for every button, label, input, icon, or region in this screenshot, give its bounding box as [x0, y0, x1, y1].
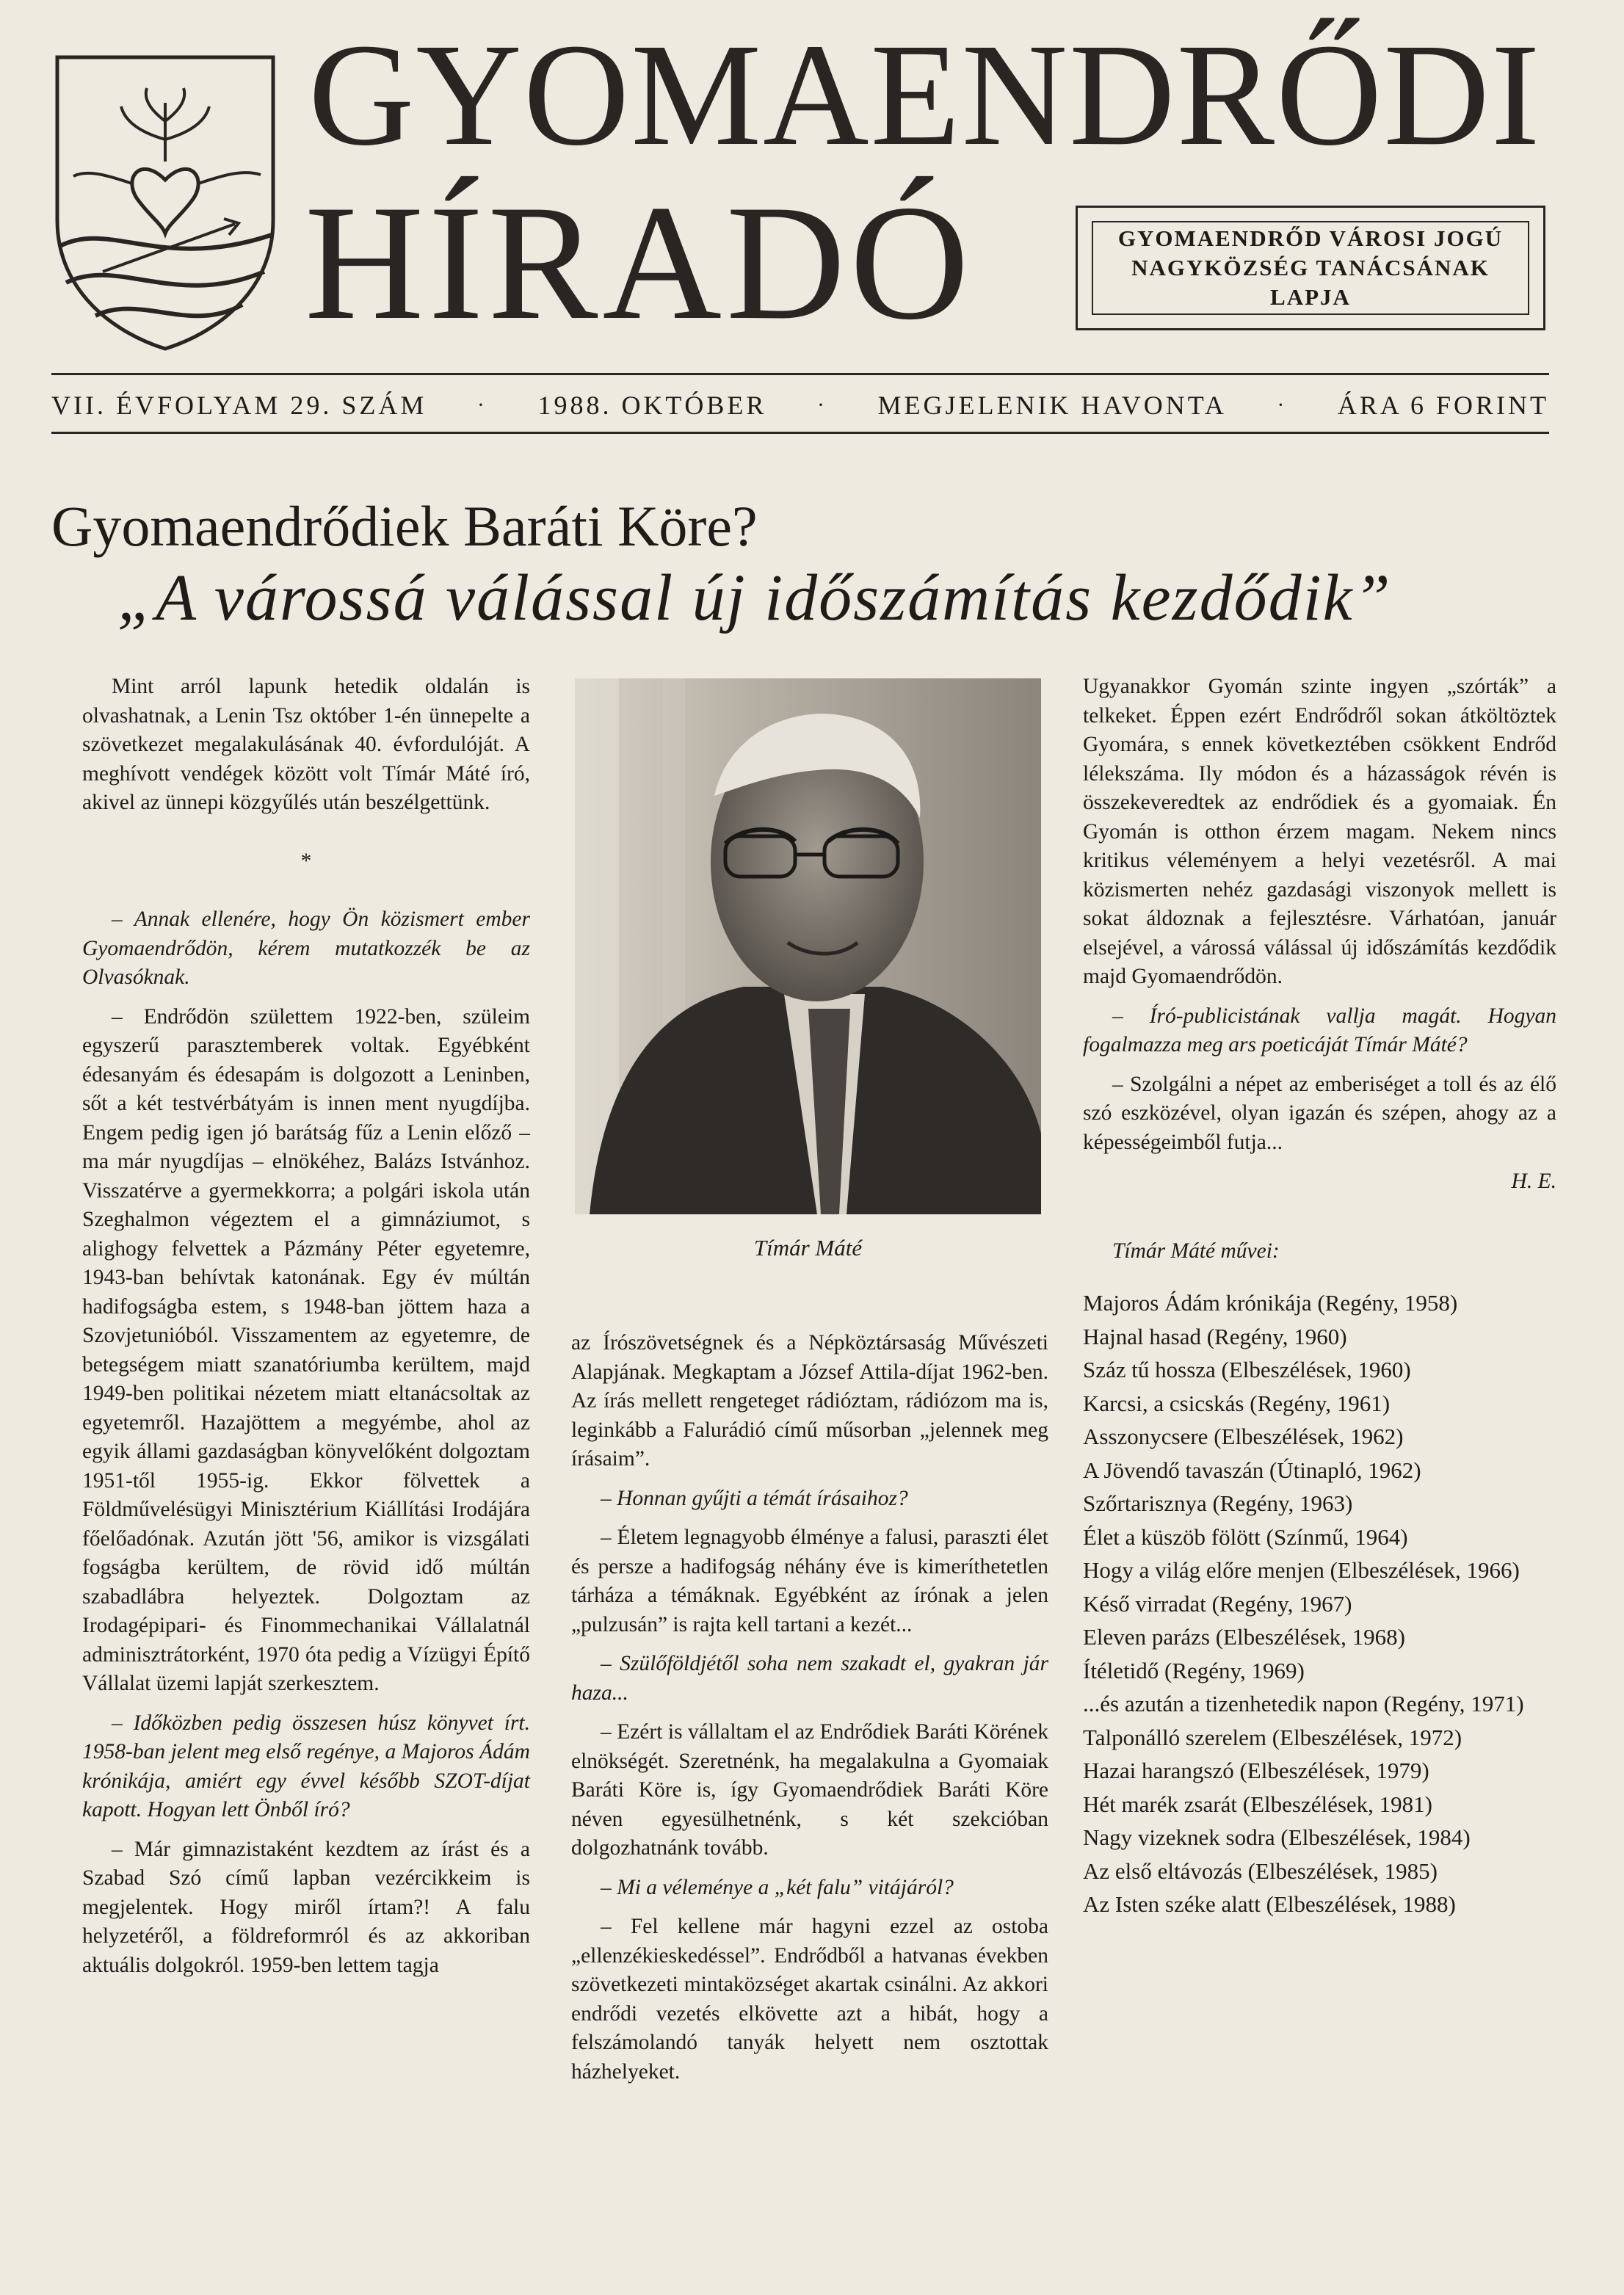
article-column-1	[82, 672, 530, 1990]
publisher-line: LAPJA	[1270, 284, 1351, 310]
publisher-line: GYOMAENDRŐD VÁROSI JOGÚ	[1117, 225, 1504, 251]
portrait-photo	[575, 678, 1041, 1214]
question: – Író-publicistának vallja magát. Hogyan fogalmazza meg ars poeticáját Tímár Máté?	[1083, 1004, 1556, 1056]
issue-bar	[51, 383, 1549, 427]
bottom-rule	[51, 432, 1549, 434]
list-item: Hajnal hasad (Regény, 1960)	[1083, 1323, 1347, 1349]
question: – Honnan gyűjti a témát írásaihoz?	[601, 1486, 908, 1510]
issue-date: 1988. OKTÓBER	[537, 391, 767, 420]
list-item: Az első eltávozás (Elbeszélések, 1985)	[1083, 1857, 1438, 1884]
list-item: Ítéletidő (Regény, 1969)	[1083, 1657, 1305, 1683]
photo-caption: Tímár Máté	[753, 1235, 863, 1261]
list-item: Késő virradat (Regény, 1967)	[1083, 1590, 1352, 1617]
list-item: Asszonycsere (Elbeszélések, 1962)	[1083, 1424, 1404, 1449]
question: – Annak ellenére, hogy Ön közismert ember Gyomaendrődön, kérem mutatkozzék be az Olvasóknak.	[82, 907, 530, 989]
list-item: Száz tű hossza (Elbeszélések, 1960)	[1083, 1357, 1411, 1382]
list-item: Hogy a világ előre menjen (Elbeszélések, 1966)	[1083, 1557, 1520, 1583]
article-subheadline: „A várossá válással új időszámítás kezdődik”	[117, 562, 1392, 634]
author-signature: H. E.	[1511, 1170, 1556, 1193]
separator: ·	[1277, 393, 1288, 417]
paragraph: – Már gimnazistaként kezdtem az írást és a Szabad Szó című lapban vezércikkeim is megjelentek. Hogy miről írtam?! A falu helyzetéről, a földreformról és az akkoriban aktuális dolgokról. 1959-ben lettem tagja	[82, 1837, 530, 1977]
top-rule	[51, 373, 1549, 375]
publisher-line: NAGYKÖZSÉG TANÁCSÁNAK	[1131, 255, 1490, 280]
works-title: Tímár Máté művei:	[1112, 1239, 1280, 1263]
question: – Szülőföldjétől soha nem szakadt el, gyakran jár haza...	[571, 1652, 1048, 1705]
article-headline: Gyomaendrődiek Baráti Köre?	[51, 494, 758, 558]
paragraph: Ugyanakkor Gyomán szinte ingyen „szórták” a telkeket. Éppen ezért Endrődről sokan átköltöztek Gyomára, s ennek következtében csökkent Endrőd lélekszáma. Ily módon és a házasságok révén is összekeveredtek az endrődiek és a gyomaiak. Én Gyomán is otthon érzem magam. Nekem nincs kritikus véleményem a helyi vezetésről. A mai közismerten nehéz gazdasági viszonyok mellett is sokat áldoznak a fejlesztésre. Várhatóan, január elsejével, a várossá válással új időszámítás kezdődik majd Gyomaendrődön.	[1083, 675, 1556, 988]
paragraph: – Életem legnagyobb élménye a falusi, paraszti élet és persze a hadifogság néhány éve is kimeríthetetlen tárháza a témáknak. Egyébként az írónak a jelen „pulzusán” is rajta kell tartani a kezét...	[571, 1526, 1048, 1636]
list-item: Eleven parázs (Elbeszélések, 1968)	[1083, 1624, 1405, 1650]
list-item: Élet a küszöb fölött (Színmű, 1964)	[1083, 1523, 1408, 1550]
issue-price: ÁRA 6 FORINT	[1337, 391, 1549, 420]
separator: ·	[476, 393, 487, 417]
issue-frequency: MEGJELENIK HAVONTA	[877, 391, 1227, 420]
list-item: A Jövendő tavaszán (Útinapló, 1962)	[1083, 1457, 1421, 1483]
paragraph: – Ezért is vállaltam el az Endrődiek Baráti Körének elnökségét. Szeretnénk, ha megalakulna a Gyomaiak Baráti Köre is, így Gyomaendrődiek Baráti Köre néven egyesülhetnénk, s két szekcióban dolgozhatnánk tovább.	[571, 1720, 1048, 1860]
town-crest-icon	[51, 51, 279, 352]
list-item: Az Isten széke alatt (Elbeszélések, 1988)	[1083, 1891, 1456, 1917]
paragraph: – Endrődön születtem 1922-ben, szüleim egyszerű parasztemberek voltak. Egyébként édesanyám és édesapám is dolgozott a Leninben, sőt a két testvérbátyám is innen ment nyugdíjba. Engem pedig igen jó barátság fűz a Lenin előző – ma már nyugdíjas – elnökéhez, Balázs Istvánhoz. Visszatérve a gyermekkorra; a polgári iskola után Szeghalmon végeztem el a gimnáziumot, s alighogy felvettek a Pázmány Péter egyetemre, 1943-ban behívtak katonának. Egy év múltán hadifogságba estem, s 1948-ban jöttem haza a Szovjetunióból. Visszamentem az egyetemre, de betegségem miatt szanatóriumba kerültem, majd 1949-ben politikai nézetem miatt eltanácsoltak az egyetemről. Hazajöttem a megyémbe, ahol az egyik állami gazdaságban könyvelőként dolgoztam 1951-től 1955-ig. Ekkor fölvettek a Földművelésügyi Minisztérium Kiállítási Irodájára főelőadónak. Azután jött '56, amikor is vizsgálati fogságba kerültem, de rövid idő múltán szabadlábra helyeztek. Dolgoztam az Irodagépipari- és Finommechanikai Vállalatnál adminisztrátorként, 1970 óta pedig a Vízügyi Építő Vállalat üzemi lapját szerkesztem.	[82, 1004, 530, 1695]
list-item: Majoros Ádám krónikája (Regény, 1958)	[1083, 1290, 1458, 1316]
publisher-box	[1076, 206, 1545, 330]
question: – Időközben pedig összesen húsz könyvet írt. 1958-ban jelent meg első regénye, a Majoros Ádám krónikája, amiért egy évvel később SZOT-díjat kapott. Hogyan lett Önből író?	[82, 1711, 530, 1821]
list-item: Hazai harangszó (Elbeszélések, 1979)	[1083, 1758, 1429, 1783]
works-list	[1083, 1286, 1556, 1921]
separator: ·	[816, 393, 827, 417]
paragraph: Mint arról lapunk hetedik oldalán is olvashatnak, a Lenin Tsz október 1-én ünnepelte a szövetkezet megalakulásának 40. évfordulóját. A meghívott vendégek között volt Tímár Máté író, akivel az ünnepi közgyűlés után beszélgettünk.	[82, 675, 530, 814]
list-item: Hét marék zsarát (Elbeszélések, 1981)	[1083, 1791, 1432, 1817]
paragraph: – Szolgálni a népet az emberiséget a toll és az élő szó eszközével, olyan igazán és szépen, ahogy az a képességeimből futja...	[1083, 1072, 1556, 1154]
issue-volume: VII. ÉVFOLYAM 29. SZÁM	[51, 391, 427, 420]
article-column-3	[1083, 672, 1556, 1921]
article-column-2	[571, 1329, 1048, 2097]
section-separator: *	[300, 849, 312, 873]
list-item: Karcsi, a csicskás (Regény, 1961)	[1083, 1390, 1391, 1416]
masthead-title-line1: GYOMAENDRŐDI	[308, 14, 1542, 176]
list-item: Talponálló szerelem (Elbeszélések, 1972)	[1083, 1724, 1462, 1750]
question: – Mi a véleménye a „két falu” vitájáról?	[601, 1875, 954, 1899]
list-item: Szőrtarisznya (Regény, 1963)	[1083, 1490, 1353, 1516]
list-item: ...és azután a tizenhetedik napon (Regény, 1971)	[1083, 1691, 1524, 1716]
masthead-title-line2: HÍRADÓ	[305, 170, 974, 354]
paragraph: – Fel kellene már hagyni ezzel az ostoba „ellenzékieskedéssel”. Endrődből a hatvanas években szövetkezeti mintaközséget akartak csinálni. Az akkori endrődi vezetés elkövette azt a hibát, hogy a felszámolandó tanyák helyett nem osztottak házhelyeket.	[571, 1915, 1048, 2084]
paragraph: az Írószövetségnek és a Népköztársaság Művészeti Alapjának. Megkaptam a József Attila-díjat 1962-ben. Az írás mellett rengeteget rádióztam, rádiózom ma is, leginkább a Falurádió című műsorban „jelennek meg írásaim”.	[571, 1331, 1048, 1471]
list-item: Nagy vizeknek sodra (Elbeszélések, 1984)	[1083, 1824, 1471, 1850]
